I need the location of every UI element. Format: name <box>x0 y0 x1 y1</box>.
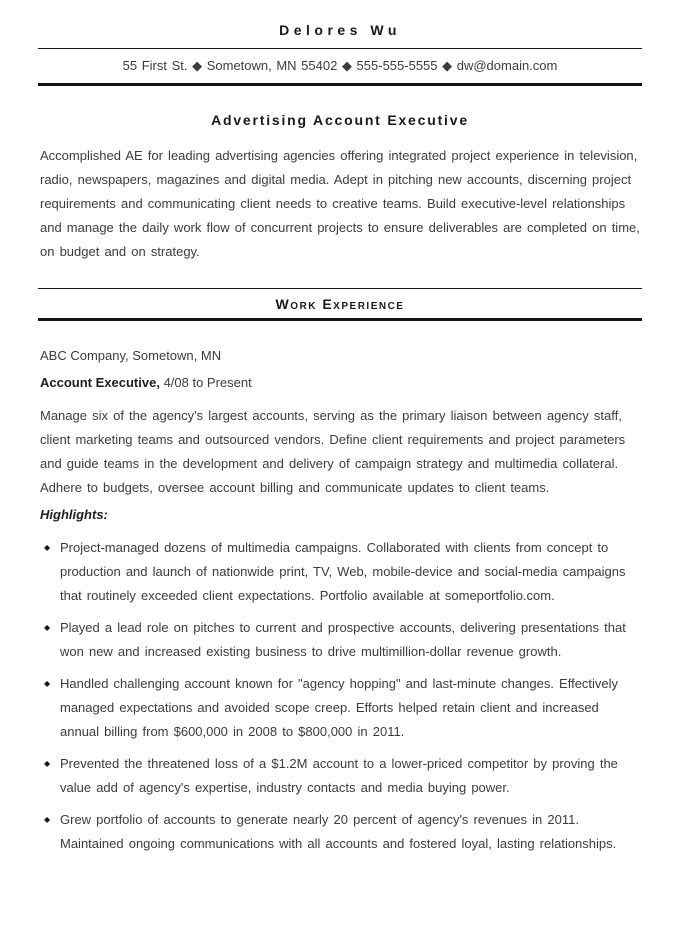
highlight-text: Prevented the threatened loss of a $1.2M account to a lower-priced competitor by proving the value add of agency's expertise, industry contacts and media buying power. <box>60 756 618 795</box>
header-divider-thick <box>38 83 642 86</box>
work-experience-section <box>40 288 640 856</box>
highlights-list <box>40 536 640 856</box>
highlight-text: Grew portfolio of accounts to generate nearly 20 percent of agency's revenues in 2011. Maintained ongoing communications with all accounts and fostered loyal, lasting relationships. <box>60 812 617 851</box>
section-divider-thick <box>38 318 642 321</box>
company-line: ABC Company, Sometown, MN <box>40 348 222 363</box>
highlights-label: Highlights: <box>40 507 108 522</box>
list-item <box>40 808 640 856</box>
job-description: Manage six of the agency's largest accounts, serving as the primary liaison between agency staff, client marketing teams and outsourced vendors. Define client requirements and project parameters and guide teams in the development and delivery of campaign strategy and multimedia collateral. Adhere to budgets, oversee account billing and communicate updates to client teams. <box>40 408 626 495</box>
list-item <box>40 672 640 744</box>
person-name: Delores Wu <box>279 22 401 38</box>
diamond-bullet-icon: ◆ <box>44 623 51 632</box>
contact-info: 55 First St. ◆ Sometown, MN 55402 ◆ 555-555-5555 ◆ dw@domain.com <box>122 58 558 73</box>
job-title: Account Executive, <box>40 375 160 390</box>
job-dates: 4/08 to Present <box>163 375 252 390</box>
list-item <box>40 752 640 800</box>
diamond-bullet-icon: ◆ <box>44 679 51 688</box>
resume-header <box>40 22 640 86</box>
professional-summary: Accomplished AE for leading advertising agencies offering integrated project experience in television, radio, newspapers, magazines and digital media. Adept in pitching new accounts, discerning project requirements and communicating client needs to creative teams. Build executive-level relationships and manage the daily work flow of concurrent projects to ensure deliverables are completed on time, on budget and on strategy. <box>40 148 640 259</box>
diamond-bullet-icon: ◆ <box>44 815 51 824</box>
section-title: Work Experience <box>275 296 405 312</box>
highlight-text: Played a lead role on pitches to current and prospective accounts, delivering presentations that won new and increased existing business to drive multimillion-dollar revenue growth. <box>60 620 626 659</box>
job-title-line <box>40 374 640 391</box>
list-item <box>40 616 640 664</box>
list-item <box>40 536 640 608</box>
diamond-bullet-icon: ◆ <box>44 759 51 768</box>
diamond-bullet-icon: ◆ <box>44 543 51 552</box>
resume-title: Advertising Account Executive <box>211 112 469 128</box>
highlight-text: Project-managed dozens of multimedia campaigns. Collaborated with clients from concept to production and launch of nationwide print, TV, Web, mobile-device and social-media campaigns that routinely exceeded client expectations. Portfolio available at someportfolio.com. <box>60 540 626 603</box>
highlight-text: Handled challenging account known for "agency hopping" and last-minute changes. Effectively managed expectations and avoided scope creep. Efforts helped retain client and increased annual billing from $600,000 in 2008 to $800,000 in 2011. <box>60 676 619 739</box>
section-header <box>40 288 640 321</box>
